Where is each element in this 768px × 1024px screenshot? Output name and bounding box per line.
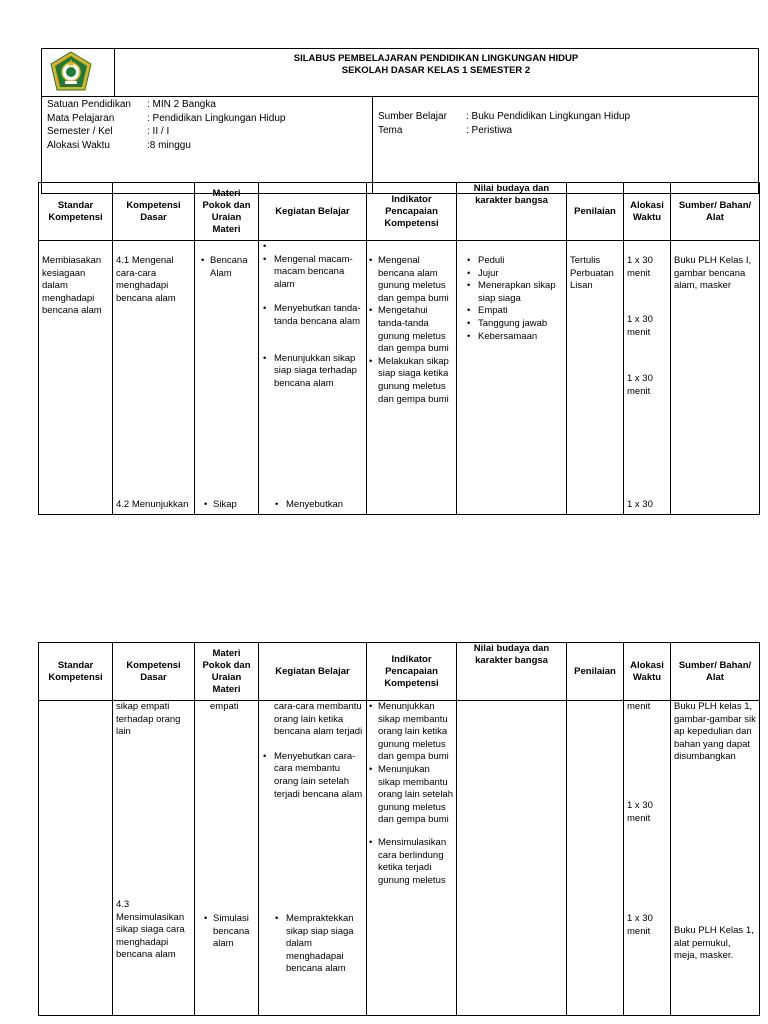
cell-kegiatan <box>259 241 367 515</box>
info-semester: Semester / Kel : II / I <box>47 126 170 137</box>
alokasi-item: 1 x 30 menit <box>627 913 653 937</box>
info-satuan: Satuan Pendidikan : MIN 2 Bangka <box>47 99 216 110</box>
list-item: • Melakukan sikap siap siaga ketika gunung meletus dan gempa bumi <box>378 356 453 406</box>
cell-alokasi <box>624 241 671 515</box>
list-item: • Empati <box>478 305 563 318</box>
cell-standar <box>39 701 113 1016</box>
cell-indikator <box>367 701 457 1016</box>
materi-list <box>198 255 255 280</box>
info-mapel: Mata Pelajaran : Pendidikan Lingkungan Hidup <box>47 112 286 124</box>
syllabus-table-2 <box>38 642 760 1016</box>
table-row <box>39 241 760 515</box>
col-header-indikator: Indikator Pencapaian Kompetensi <box>367 183 457 241</box>
info-alokasi: Alokasi Waktu :8 minggu <box>47 139 191 151</box>
col-header-indikator: Indikator Pencapaian Kompetensi <box>367 643 457 701</box>
list-item: • Simulasi bencana alam <box>213 913 255 951</box>
source-info <box>372 97 758 193</box>
list-item: • Menyebutkan tanda-tanda bencana alam <box>274 303 363 328</box>
materi-item: empati <box>210 701 239 712</box>
cell-kompetensi <box>113 701 195 1016</box>
col-header-alokasi: Alokasi Waktu <box>624 183 671 241</box>
cell-penilaian: Tertulis Perbuatan Lisan <box>567 241 624 515</box>
header-info-row <box>42 96 758 193</box>
list-item: • Mengenal macam-macam bencana alam <box>274 254 363 292</box>
kd-item: sikap empati terhadap orang lain <box>116 701 181 738</box>
kegiatan-continued: cara-cara membantu orang lain ketika bencana alam terjadi <box>274 701 363 738</box>
cell-standar: Membiasakan kesiagaan dalam menghadapi bencana alam <box>39 241 113 515</box>
list-item: • Bencana Alam <box>210 255 255 280</box>
table-header-row <box>39 183 760 241</box>
alokasi-item: 1 x 30 menit <box>627 314 653 338</box>
list-item: • Menunjukkan sikap membantu orang lain ketika gunung meletus dan gempa bumi <box>378 701 453 764</box>
kegiatan-list <box>262 751 363 801</box>
cell-kompetensi <box>113 241 195 515</box>
school-info <box>47 98 367 152</box>
alokasi-item: 1 x 30 menit <box>627 373 653 397</box>
list-item: • Mengenal bencana alam gunung meletus dan gempa bumi <box>378 255 453 305</box>
col-header-kegiatan: Kegiatan Belajar <box>259 183 367 241</box>
col-header-standar: Standar Kompetensi <box>39 643 113 701</box>
kd-item: 4.2 Menunjukkan <box>116 499 189 511</box>
cell-kegiatan <box>259 701 367 1016</box>
list-item: • Menyebutkan cara-cara membantu orang lain setelah terjadi bencana alam <box>274 751 363 801</box>
indikator-list <box>370 701 453 887</box>
alokasi-item: 1 x 30 menit <box>627 255 653 279</box>
alokasi-item: 1 x 30 <box>627 499 653 511</box>
alokasi-item: menit <box>627 701 651 712</box>
cell-indikator <box>367 241 457 515</box>
list-item: • Menerapkan sikap siap siaga <box>478 280 563 305</box>
list-item: • Peduli <box>478 255 563 268</box>
info-sumber: Sumber Belajar : Buku Pendidikan Lingkungan Hidup <box>378 111 631 122</box>
materi-list <box>201 913 255 951</box>
nilai-list <box>460 255 563 343</box>
col-header-alokasi: Alokasi Waktu <box>624 643 671 701</box>
kd-item: 4.1 Mengenal cara-cara menghadapi bencana alam <box>116 255 176 304</box>
list-item: • Tanggung jawab <box>478 318 563 331</box>
syllabus-table-1 <box>38 182 760 515</box>
col-header-kegiatan: Kegiatan Belajar <box>259 643 367 701</box>
cell-nilai <box>457 241 567 515</box>
sumber-item: Buku PLH Kelas 1, alat pemukul, meja, masker. <box>674 925 754 962</box>
col-header-sumber: Sumber/ Bahan/ Alat <box>671 183 760 241</box>
kegiatan-list <box>262 254 363 391</box>
cell-penilaian <box>567 701 624 1016</box>
list-item: • Menyebutkan <box>286 499 343 512</box>
indikator-list <box>370 255 453 406</box>
cell-sumber: Buku PLH Kelas I, gambar bencana alam, masker <box>671 241 760 515</box>
syllabus-header <box>41 48 759 194</box>
list-item: • Mengetahui tanda-tanda gunung meletus dan gempa bumi <box>378 305 453 355</box>
cell-alokasi <box>624 701 671 1016</box>
info-tema: Tema : Peristiwa <box>378 124 513 136</box>
list-item: • Sikap <box>213 499 237 512</box>
col-header-kompetensi: Kompetensi Dasar <box>113 643 195 701</box>
cell-materi <box>195 241 259 515</box>
col-header-kompetensi: Kompetensi Dasar <box>113 183 195 241</box>
cell-sumber <box>671 701 760 1016</box>
list-item: • Menunjukan sikap membantu orang lain setelah gunung meletus dan gempa bumi <box>378 764 453 827</box>
table-row <box>39 701 760 1016</box>
col-header-standar: Standar Kompetensi <box>39 183 113 241</box>
cell-materi <box>195 701 259 1016</box>
col-header-penilaian: Penilaian <box>567 643 624 701</box>
list-item: • Jujur <box>478 268 563 281</box>
col-header-penilaian: Penilaian <box>567 183 624 241</box>
col-header-materi: Materi Pokok dan Uraian Materi <box>195 643 259 701</box>
alokasi-item: 1 x 30 menit <box>627 800 653 824</box>
kd-item: 4.3 Mensimulasikan sikap siaga cara menghadapi bencana alam <box>116 899 185 961</box>
ministry-emblem-logo <box>47 50 95 94</box>
title-line-1: SILABUS PEMBELAJARAN PENDIDIKAN LINGKUNGAN HIDUP <box>293 53 579 64</box>
kegiatan-list <box>274 913 363 976</box>
sumber-item: Buku PLH kelas 1, gambar-gambar sikap kepedulian dan bahan yang dapat disumbangkan <box>674 701 756 763</box>
kegiatan-list <box>274 499 343 512</box>
col-header-nilai: Nilai budaya dan karakter bangsa <box>457 643 567 701</box>
bullet-empty: • <box>263 241 267 252</box>
list-item: • Menunjukkan sikap siap siaga terhadap bencana alam <box>274 353 363 391</box>
syllabus-title <box>114 49 758 96</box>
col-header-sumber: Sumber/ Bahan/ Alat <box>671 643 760 701</box>
col-header-materi: Materi Pokok dan Uraian Materi <box>195 183 259 241</box>
table-header-row <box>39 643 760 701</box>
list-item: • Kebersamaan <box>478 331 563 344</box>
logo-cell <box>42 49 115 96</box>
title-line-2: SEKOLAH DASAR KELAS 1 SEMESTER 2 <box>341 65 531 76</box>
cell-nilai <box>457 701 567 1016</box>
list-item: • Mensimulasikan cara berlindung ketika terjadi gunung meletus <box>378 837 453 887</box>
materi-list <box>201 499 237 512</box>
col-header-nilai: Nilai budaya dan karakter bangsa <box>457 183 567 241</box>
list-item: • Mempraktekkan sikap siap siaga dalam menghadapai bencana alam <box>286 913 363 976</box>
